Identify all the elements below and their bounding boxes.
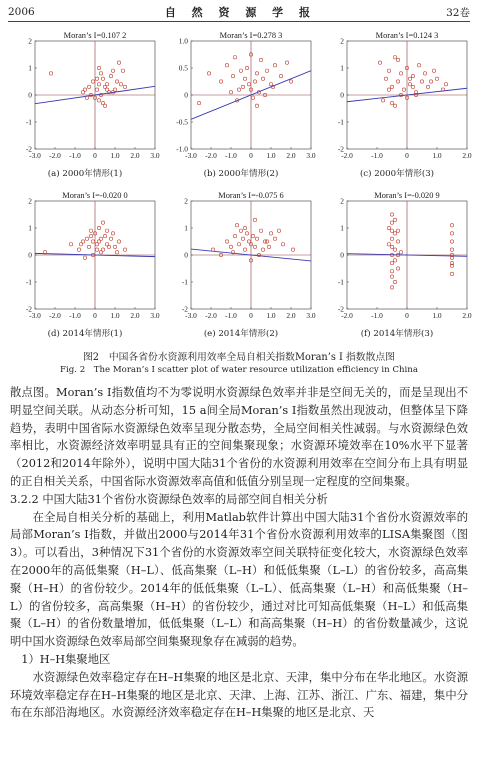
x-tick-label: -2.0 xyxy=(341,151,353,160)
data-point xyxy=(393,104,396,107)
y-tick-label: 1 xyxy=(28,63,32,73)
data-point xyxy=(225,64,228,67)
data-point xyxy=(237,88,240,91)
data-point xyxy=(393,232,396,235)
x-tick-label: 1.0 xyxy=(432,311,442,320)
x-tick-label: 2.0 xyxy=(130,151,140,160)
subheading-hh-cluster: 1）H–H集聚地区 xyxy=(21,652,111,666)
data-point xyxy=(402,88,405,91)
data-point xyxy=(241,85,244,88)
y-tick-label: 2 xyxy=(340,196,344,206)
x-tick-label: -2.0 xyxy=(205,151,217,160)
data-point xyxy=(396,229,399,232)
x-tick-label: 2.0 xyxy=(286,151,296,160)
data-point xyxy=(225,240,228,243)
data-point xyxy=(115,251,118,254)
data-point xyxy=(87,85,90,88)
data-point xyxy=(251,234,254,237)
data-point xyxy=(255,104,258,107)
x-tick-label: -2.0 xyxy=(49,311,61,320)
scatter-plot-d xyxy=(5,190,165,340)
x-tick-label: 0 xyxy=(249,311,253,320)
data-point xyxy=(253,245,256,248)
section-heading-3-2-2: 3.2.2 中国大陆31个省份水资源绿色效率的局部空间自相关分析 xyxy=(10,492,328,506)
y-tick-label: 0 xyxy=(28,90,32,100)
figure-title-chinese: 图2 中国各省份水资源利用效率全局自相关指数Moran’s I 指数散点图 xyxy=(83,352,395,363)
data-point xyxy=(450,240,453,243)
data-point xyxy=(273,64,276,67)
data-point xyxy=(207,72,210,75)
scatter-plot-f xyxy=(317,190,477,340)
scatter-plot-b xyxy=(161,30,321,180)
scatter-plot-d-caption: (d) 2014年情形(1) xyxy=(47,329,123,339)
y-tick-label: -1.0 xyxy=(176,144,188,154)
data-point xyxy=(109,74,112,77)
data-point xyxy=(117,61,120,64)
y-tick-label: 2 xyxy=(340,36,344,46)
data-point xyxy=(95,77,98,80)
data-point xyxy=(239,229,242,232)
data-point xyxy=(393,218,396,221)
y-tick-label: 1.0 xyxy=(178,36,188,46)
scatter-plot-f-caption: (f) 2014年情形(3) xyxy=(360,329,434,339)
scatter-plot-b-caption: (b) 2000年情形(2) xyxy=(203,169,279,179)
data-point xyxy=(417,64,420,67)
y-tick-label: 0 xyxy=(340,90,344,100)
data-point xyxy=(289,80,292,83)
data-point xyxy=(396,80,399,83)
data-point xyxy=(89,229,92,232)
plot-title: Moran’s I=-0.020 9 xyxy=(374,191,440,200)
scatter-plot-b-svg xyxy=(161,30,321,168)
data-point xyxy=(103,104,106,107)
plot-title: Moran’s I=0.124 3 xyxy=(375,31,439,40)
data-point xyxy=(235,224,238,227)
data-point xyxy=(251,96,254,99)
data-point xyxy=(261,77,264,80)
x-tick-label: 2.0 xyxy=(286,311,296,320)
x-tick-label: 1.0 xyxy=(266,151,276,160)
data-point xyxy=(267,245,270,248)
data-point xyxy=(123,85,126,88)
data-point xyxy=(243,77,246,80)
header-rule xyxy=(8,21,470,22)
data-point xyxy=(390,85,393,88)
paragraph-1: 散点图。Moran’s I指数值均不为零说明水资源绿色效率并非是空间无关的，而是呈现出不明显空间关联。从动态分析可知，15 a间全局Moran’s I指数虽然出现波动，但整体呈下降趋势，表明中国省际水资源绿色效率呈现分散态势，全局空间相关性减弱。与水资源绿色效率相比，水资源经济效率明显具有正的空间集聚现象；水资源环境效率在10%水平下显著（2012和2014年除外），说明中国大陆31个省份的水资源利用效率在空间分布上具有明显的正自相关关系，中国省际水资源效率高值和低值分别呈现一定程度的空间集聚。 xyxy=(10,386,468,488)
scatter-plot-a xyxy=(5,30,165,180)
x-tick-label: -1.0 xyxy=(225,311,237,320)
data-point xyxy=(197,101,200,104)
data-point xyxy=(450,248,453,251)
data-point xyxy=(390,213,393,216)
data-point xyxy=(239,69,242,72)
x-tick-label: -2.0 xyxy=(49,151,61,160)
x-tick-label: -1.0 xyxy=(225,151,237,160)
y-tick-label: 2 xyxy=(28,36,32,46)
data-point xyxy=(99,251,102,254)
data-point xyxy=(83,88,86,91)
y-tick-label: 0 xyxy=(28,250,32,260)
y-tick-label: 1 xyxy=(340,223,344,233)
x-tick-label: 1.0 xyxy=(432,151,442,160)
scatter-plot-c-svg xyxy=(317,30,477,168)
data-point xyxy=(399,251,402,254)
data-point xyxy=(111,232,114,235)
x-tick-label: -2.0 xyxy=(205,311,217,320)
data-point xyxy=(107,245,110,248)
data-point xyxy=(384,77,387,80)
data-point xyxy=(69,243,72,246)
y-tick-label: 1 xyxy=(340,63,344,73)
data-point xyxy=(396,267,399,270)
y-tick-label: -2 xyxy=(181,304,188,314)
plot-title: Moran’s I=-0.075 6 xyxy=(218,191,284,200)
data-point xyxy=(450,272,453,275)
data-point xyxy=(411,74,414,77)
data-point xyxy=(387,69,390,72)
scatter-plot-d-svg xyxy=(5,190,165,328)
data-point xyxy=(87,245,90,248)
data-point xyxy=(426,85,429,88)
data-point xyxy=(115,80,118,83)
data-point xyxy=(390,237,393,240)
data-point xyxy=(105,229,108,232)
x-tick-label: 0 xyxy=(249,151,253,160)
data-point xyxy=(393,280,396,283)
page-year: 2006 xyxy=(8,6,35,18)
data-point xyxy=(259,229,262,232)
data-point xyxy=(241,237,244,240)
x-tick-label: 1.0 xyxy=(266,311,276,320)
data-point xyxy=(229,91,232,94)
y-tick-label: 0 xyxy=(340,250,344,260)
scatter-plot-a-svg xyxy=(5,30,165,168)
data-point xyxy=(429,80,432,83)
y-tick-label: 2 xyxy=(184,196,188,206)
data-point xyxy=(97,226,100,229)
data-point xyxy=(269,232,272,235)
data-point xyxy=(109,237,112,240)
data-point xyxy=(390,286,393,289)
y-tick-label: -2 xyxy=(25,304,32,314)
x-tick-label: -1.0 xyxy=(371,311,383,320)
scatter-plot-f-svg xyxy=(317,190,477,328)
data-point xyxy=(111,69,114,72)
x-tick-label: 2.0 xyxy=(462,151,472,160)
data-point xyxy=(396,58,399,61)
data-point xyxy=(273,237,276,240)
data-point xyxy=(420,80,423,83)
x-tick-label: 0 xyxy=(93,311,97,320)
y-tick-label: 2 xyxy=(28,196,32,206)
data-point xyxy=(408,77,411,80)
figure-title-english: Fig. 2 The Moran’s I scatter plot of water resource utilization efficiency in China xyxy=(60,365,418,375)
data-point xyxy=(378,61,381,64)
x-tick-label: -1.0 xyxy=(371,151,383,160)
data-point xyxy=(408,83,411,86)
data-point xyxy=(237,243,240,246)
data-point xyxy=(95,248,98,251)
y-tick-label: -1 xyxy=(337,277,344,287)
data-point xyxy=(285,61,288,64)
y-tick-label: -1 xyxy=(25,117,32,127)
y-tick-label: -2 xyxy=(25,144,32,154)
data-point xyxy=(281,243,284,246)
data-point xyxy=(390,261,393,264)
data-point xyxy=(245,232,248,235)
x-tick-label: 0 xyxy=(93,151,97,160)
data-point xyxy=(390,101,393,104)
data-point xyxy=(387,243,390,246)
data-point xyxy=(123,248,126,251)
x-tick-label: 3.0 xyxy=(306,311,316,320)
x-tick-label: 3.0 xyxy=(306,151,316,160)
scatter-plot-a-caption: (a) 2000年情形(1) xyxy=(47,169,123,179)
x-tick-label: -3.0 xyxy=(29,151,41,160)
data-point xyxy=(245,66,248,69)
data-point xyxy=(97,66,100,69)
data-point xyxy=(97,83,100,86)
data-point xyxy=(219,80,222,83)
y-tick-label: 0.5 xyxy=(178,63,188,73)
data-point xyxy=(253,80,256,83)
data-point xyxy=(450,232,453,235)
data-point xyxy=(435,77,438,80)
data-point xyxy=(450,224,453,227)
data-point xyxy=(113,245,116,248)
x-tick-label: 0 xyxy=(405,151,409,160)
data-point xyxy=(390,245,393,248)
data-point xyxy=(119,83,122,86)
data-point xyxy=(121,69,124,72)
data-point xyxy=(233,234,236,237)
x-tick-label: 2.0 xyxy=(462,311,472,320)
data-point xyxy=(247,83,250,86)
data-point xyxy=(444,83,447,86)
y-tick-label: -1 xyxy=(337,117,344,127)
x-tick-label: -2.0 xyxy=(341,311,353,320)
y-tick-label: -1 xyxy=(181,277,188,287)
scatter-plot-e xyxy=(161,190,321,340)
data-point xyxy=(390,229,393,232)
data-point xyxy=(107,91,110,94)
data-point xyxy=(99,72,102,75)
data-point xyxy=(381,99,384,102)
data-point xyxy=(103,234,106,237)
data-point xyxy=(105,83,108,86)
data-point xyxy=(261,248,264,251)
data-point xyxy=(243,248,246,251)
y-tick-label: 0 xyxy=(184,250,188,260)
x-tick-label: -1.0 xyxy=(69,151,81,160)
data-point xyxy=(85,237,88,240)
x-tick-label: -3.0 xyxy=(185,151,197,160)
data-point xyxy=(393,259,396,262)
x-tick-label: 1.0 xyxy=(110,311,120,320)
data-point xyxy=(393,56,396,59)
data-point xyxy=(423,72,426,75)
scatter-plot-c xyxy=(317,30,477,180)
y-tick-label: -2 xyxy=(337,304,344,314)
journal-name: 自 然 资 源 学 报 xyxy=(164,6,316,19)
running-header xyxy=(8,3,470,21)
data-point xyxy=(265,69,268,72)
y-tick-label: -1 xyxy=(25,277,32,287)
data-point xyxy=(83,256,86,259)
x-tick-label: 3.0 xyxy=(150,151,160,160)
scatter-plot-e-svg xyxy=(161,190,321,328)
data-point xyxy=(387,88,390,91)
x-tick-label: 2.0 xyxy=(130,311,140,320)
data-point xyxy=(411,85,414,88)
data-point xyxy=(390,275,393,278)
plot-title: Moran’s I=-0.020 0 xyxy=(62,191,128,200)
data-point xyxy=(396,240,399,243)
data-point xyxy=(399,72,402,75)
data-point xyxy=(387,226,390,229)
data-point xyxy=(91,80,94,83)
y-tick-label: -0.5 xyxy=(176,117,188,127)
data-point xyxy=(390,270,393,273)
data-point xyxy=(97,240,100,243)
data-point xyxy=(229,245,232,248)
y-tick-label: 0 xyxy=(184,90,188,100)
article-body xyxy=(10,384,468,722)
data-point xyxy=(79,243,82,246)
data-point xyxy=(97,99,100,102)
data-point xyxy=(393,248,396,251)
data-point xyxy=(279,74,282,77)
data-point xyxy=(233,56,236,59)
data-point xyxy=(291,248,294,251)
scatter-plot-e-caption: (e) 2014年情形(2) xyxy=(203,329,279,339)
data-point xyxy=(253,218,256,221)
data-point xyxy=(259,58,262,61)
y-tick-label: 1 xyxy=(184,223,188,233)
paragraph-3: 水资源绿色效率稳定存在H–H集聚的地区是北京、天津，集中分布在华北地区。水资源环境效率稳定存在H–H集聚的地区是北京、天津、上海、江苏、浙江、广东、福建，集中分布在东部沿海地区。水资源经济效率稳定存在H–H集聚的地区是北京、天 xyxy=(10,670,468,720)
paragraph-2: 在全局自相关分析的基础上，利用Matlab软件计算出中国大陆31个省份水资源效率的局部Moran’s I指数，并做出2000与2014年31个省份水资源利用效率的LISA集聚图（图3）。可以看出，3种情况下31个省份的水资源效率空间关联特征变化较大，水资源绿色效率在2000年的高低集聚（H–L）、低高集聚（L–H）和低低集聚（L–L）的省份较多，高高集聚（H–H）的省份较少。2014年的低低集聚（L–L）、低高集聚（L–H）和高低集聚（H–L）的省份较多，高高集聚（H–H）的省份较少，通过对比可知高低集聚（H–L）和低高集聚（L–H）的省份数量增加，低低集聚（L–L）和高高集聚（H–H）的省份数量减少，这说明中国水资源绿色效率局部空间集聚现象存在减弱的趋势。 xyxy=(10,510,468,649)
y-tick-label: 1 xyxy=(28,223,32,233)
data-point xyxy=(255,72,258,75)
data-point xyxy=(432,69,435,72)
x-tick-label: 1.0 xyxy=(110,151,120,160)
data-point xyxy=(95,88,98,91)
x-tick-label: -3.0 xyxy=(185,311,197,320)
x-tick-label: -1.0 xyxy=(69,311,81,320)
data-point xyxy=(77,248,80,251)
data-point xyxy=(277,229,280,232)
data-point xyxy=(117,240,120,243)
scatter-plot-c-caption: (c) 2000年情形(3) xyxy=(359,169,435,179)
data-point xyxy=(231,74,234,77)
volume-number: 32卷 xyxy=(446,6,470,19)
x-tick-label: 0 xyxy=(405,311,409,320)
data-point xyxy=(255,237,258,240)
data-point xyxy=(243,226,246,229)
x-tick-label: 3.0 xyxy=(150,311,160,320)
data-point xyxy=(101,221,104,224)
plot-title: Moran’s I=0.107 2 xyxy=(63,31,127,40)
data-point xyxy=(91,240,94,243)
plot-title: Moran’s I=0.278 3 xyxy=(219,31,283,40)
y-tick-label: -2 xyxy=(337,144,344,154)
data-point xyxy=(49,72,52,75)
x-tick-label: -3.0 xyxy=(29,311,41,320)
data-point xyxy=(390,221,393,224)
data-point xyxy=(101,77,104,80)
data-point xyxy=(89,234,92,237)
